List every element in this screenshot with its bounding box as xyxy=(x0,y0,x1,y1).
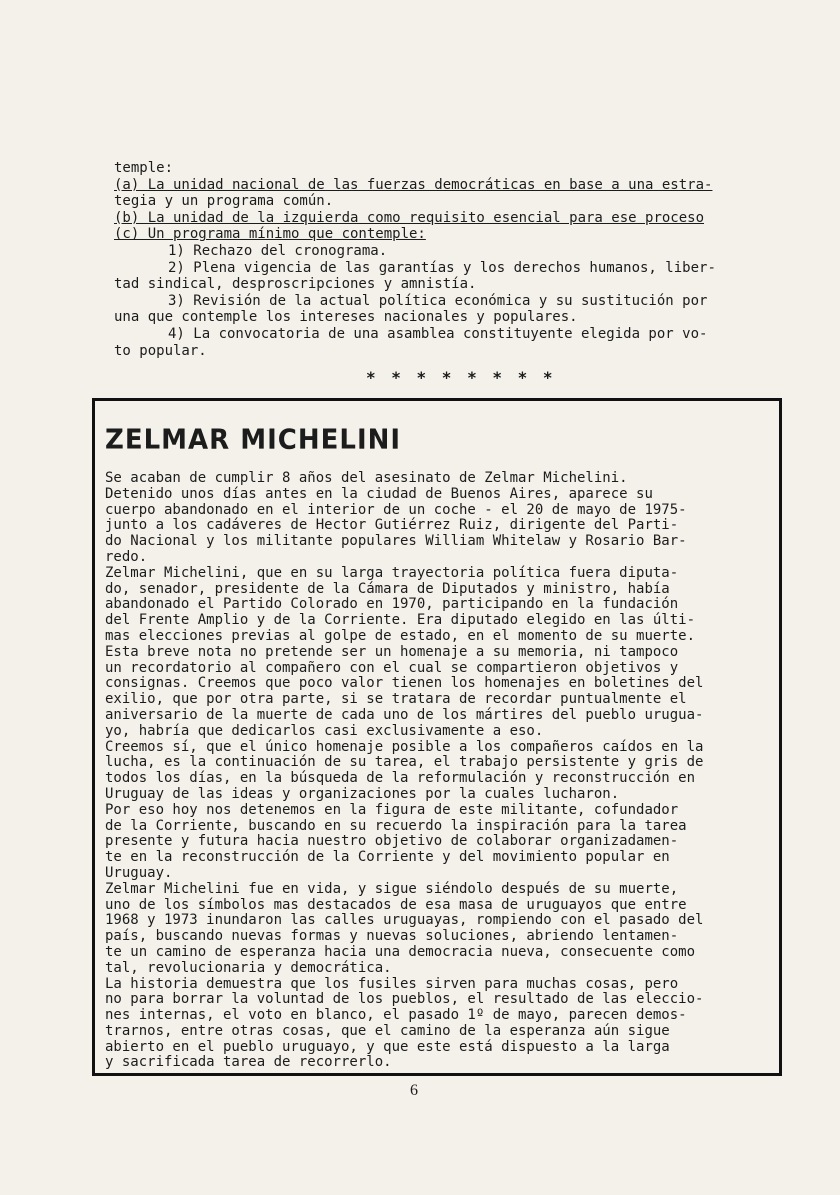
article-line: trarnos, entre otras cosas, que el camino de la esperanza aún sigue xyxy=(105,1022,670,1039)
article-line: do, senador, presidente de la Cámara de Diputados y ministro, había xyxy=(105,580,670,597)
article-line: uno de los símbolos mas destacados de esa masa de uruguayos que entre xyxy=(105,896,687,913)
article-line: te un camino de esperanza hacia una democracia nueva, consecuente como xyxy=(105,943,696,960)
article-line: abierto en el pueblo uruguayo, y que este está dispuesto a la larga xyxy=(105,1038,670,1055)
article-line: del Frente Amplio y de la Corriente. Era diputado elegido en las últi- xyxy=(105,612,696,629)
article-body xyxy=(105,471,775,1071)
article-line: de la Corriente, buscando en su recuerdo la inspiración para la tarea xyxy=(105,817,687,834)
article-line: Zelmar Michelini, que en su larga trayectoria política fuera diputa- xyxy=(105,564,679,581)
article-line: Uruguay de las ideas y organizaciones por la cuales lucharon. xyxy=(105,785,620,802)
article-line: Uruguay. xyxy=(105,864,173,881)
article-line: Detenido unos días antes en la ciudad de Buenos Aires, aparece su xyxy=(105,485,653,502)
article-line: Por eso hoy nos detenemos en la figura de este militante, cofundador xyxy=(105,801,679,818)
article-line: La historia demuestra que los fusiles sirven para muchas cosas, pero xyxy=(105,975,679,992)
article-line: cuerpo abandonado en el interior de un coche - el 20 de mayo de 1975- xyxy=(105,501,687,518)
article-line: junto a los cadáveres de Hector Gutiérrez Ruiz, dirigente del Parti- xyxy=(105,517,679,534)
point-a: (a) La unidad nacional de las fuerzas democráticas en base a una estra- xyxy=(114,176,713,193)
article-title: ZELMAR MICHELINI xyxy=(105,424,402,456)
article-line: 1968 y 1973 inundaron las calles uruguayas, rompiendo con el pasado del xyxy=(105,912,704,929)
article-line: Esta breve nota no pretende ser un homenaje a su memoria, ni tampoco xyxy=(105,643,679,660)
article-line: no para borrar la voluntad de los pueblos, el resultado de las eleccio- xyxy=(105,991,704,1008)
item-1: 1) Rechazo del cronograma. xyxy=(168,242,388,259)
article-line: aniversario de la muerte de cada uno de los mártires del pueblo urugua- xyxy=(105,706,704,723)
item-2-cont: tad sindical, desproscripciones y amnistía. xyxy=(114,276,477,293)
article-line: abandonado el Partido Colorado en 1970, participando en la fundación xyxy=(105,596,679,613)
article-line: presente y futura hacia nuestro objetivo de colaborar organizadamen- xyxy=(105,833,679,850)
article-line: redo. xyxy=(105,548,148,565)
section-separator: * * * * * * * * xyxy=(366,368,556,387)
article-line: y sacrificada tarea de recorrerlo. xyxy=(105,1054,392,1071)
item-2: 2) Plena vigencia de las garantías y los derechos humanos, liber- xyxy=(168,259,716,276)
article-line: país, buscando nuevas formas y nuevas soluciones, abriendo lentamen- xyxy=(105,928,679,945)
article-line: te en la reconstrucción de la Corriente y del movimiento popular en xyxy=(105,849,670,866)
list-intro: temple: xyxy=(114,160,174,176)
article-line: lucha, es la continuación de su tarea, el trabajo persistente y gris de xyxy=(105,754,704,771)
article-line: Creemos sí, que el único homenaje posible a los compañeros caídos en la xyxy=(105,738,704,755)
item-4-cont: to popular. xyxy=(114,342,207,359)
item-3: 3) Revisión de la actual política económica y su sustitución por xyxy=(168,292,708,309)
article-line: consignas. Creemos que poco valor tienen los homenajes en boletines del xyxy=(105,675,704,692)
article-line: Zelmar Michelini fue en vida, y sigue siéndolo después de su muerte, xyxy=(105,880,679,897)
point-c: (c) Un programa mínimo que contemple: xyxy=(114,226,426,243)
article-box xyxy=(92,398,782,1076)
point-a-cont: tegia y un programa común. xyxy=(114,193,334,210)
article-line: Se acaban de cumplir 8 años del asesinato de Zelmar Michelini. xyxy=(105,470,628,486)
page-number: 6 xyxy=(410,1082,418,1099)
item-3-cont: una que contemple los intereses nacionales y populares. xyxy=(114,309,578,326)
article-line: do Nacional y los militante populares William Whitelaw y Rosario Bar- xyxy=(105,533,687,550)
article-line: mas elecciones previas al golpe de estado, en el momento de su muerte. xyxy=(105,627,696,644)
article-line: un recordatorio al compañero con el cual se compartieron objetivos y xyxy=(105,659,679,676)
article-line: exilio, que por otra parte, si se tratara de recordar puntualmente el xyxy=(105,691,687,708)
point-b: (b) La unidad de la izquierda como requisito esencial para ese proceso xyxy=(114,209,705,226)
program-list xyxy=(114,160,786,359)
article-line: tal, revolucionaria y democrática. xyxy=(105,959,392,976)
article-line: todos los días, en la búsqueda de la reformulación y reconstrucción en xyxy=(105,770,696,787)
article-line: nes internas, el voto en blanco, el pasado 1º de mayo, parecen demos- xyxy=(105,1007,687,1024)
item-4: 4) La convocatoria de una asamblea constituyente elegida por vo- xyxy=(168,325,708,342)
article-line: yo, habría que dedicarlos casi exclusivamente a eso. xyxy=(105,722,544,739)
